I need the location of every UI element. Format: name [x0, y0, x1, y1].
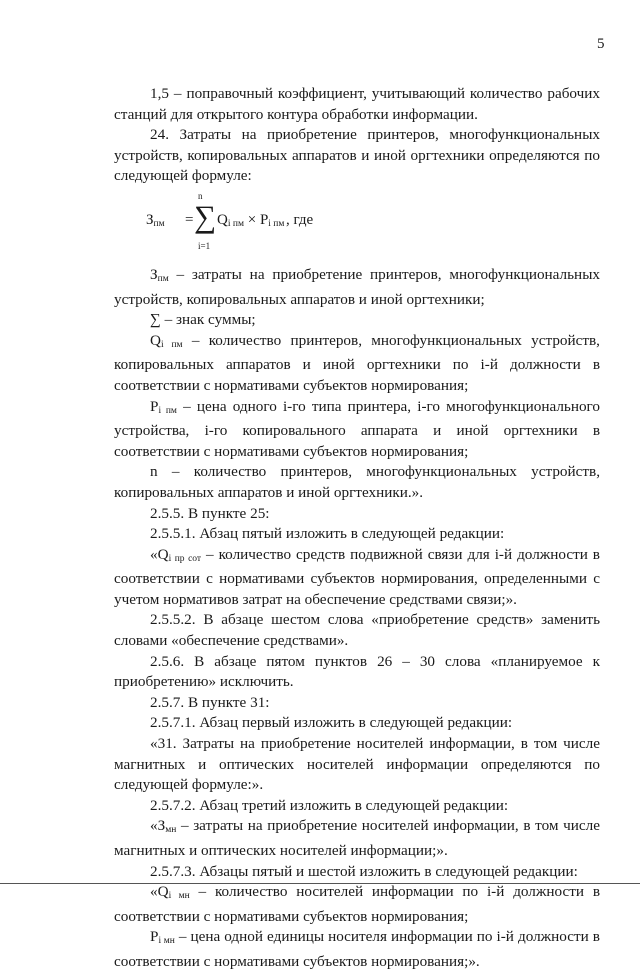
item-2-5-6: 2.5.6. В абзаце пятом пунктов 26 – 30 слова «планируемое к приобретению» исключить. — [114, 652, 600, 691]
quote-p-mn: $P_{i мн}$ – цена одной единицы носителя информации по i-й должности в соответствии с нормативами субъектов нормирования;». — [114, 928, 600, 970]
quote-item-31: «31. Затраты на приобретение носителей информации, в том числе магнитных и оптических носителей информации определяются по следующей формуле:». — [114, 735, 600, 794]
formula-equals: = — [185, 211, 194, 228]
item-2-5-5-2: 2.5.5.2. В абзаце шестом слова «приобретение средств» заменить словами «обеспечение средствами». — [114, 611, 600, 650]
item-2-5-7-3: 2.5.7.3. Абзацы пятый и шестой изложить в следующей редакции: — [150, 862, 578, 880]
document-body — [114, 84, 600, 973]
paragraph-item-24: 24. Затраты на приобретение принтеров, многофункциональных устройств, копировальных аппаратов и иной оргтехники определяются по следующей формуле: — [114, 126, 600, 185]
formula-rhs: $Q_{i пм} \times P_{i пм}$ — [217, 211, 285, 229]
footer-divider — [0, 883, 640, 884]
definition-p-pm: $P_{i пм}$ – цена одного i-го типа принтера, i-го многофункционального устройства, i-го копировального аппарата и иной оргтехники в соответствии с нормативами субъектов нормирования; — [114, 397, 600, 460]
quote-q-mn: «$Q_{i мн}$ – количество носителей информации по i-й должности в соответствии с нормативами субъектов нормирования; — [114, 883, 600, 925]
definition-n: n – количество принтеров, многофункциональных устройств, копировальных аппаратов и иной оргтехники.». — [114, 463, 600, 501]
definition-sum-sign: ∑ – знак суммы; — [150, 311, 256, 329]
sum-lower-limit: i=1 — [198, 240, 211, 251]
item-2-5-7: 2.5.7. В пункте 31: — [150, 693, 270, 711]
paragraph-coefficient-1-5: 1,5 – поправочный коэффициент, учитывающий количество рабочих станций для открытого контура обработки информации. — [114, 85, 600, 123]
definition-q-pm: $Q_{i пм}$ – количество принтеров, многофункциональных устройств, копировальных аппаратов и иной оргтехники по i-й должности в соответствии с нормативами субъектов нормирования; — [114, 331, 600, 394]
item-2-5-5-1: 2.5.5.1. Абзац пятый изложить в следующей редакции: — [150, 525, 505, 543]
formula-where: , где — [286, 211, 314, 228]
item-2-5-7-2: 2.5.7.2. Абзац третий изложить в следующей редакции: — [150, 796, 509, 814]
formula-z-pm — [114, 191, 600, 257]
item-2-5-5: 2.5.5. В пункте 25: — [150, 504, 270, 522]
page-number: 5 — [597, 36, 605, 52]
item-2-5-7-1: 2.5.7.1. Абзац первый изложить в следующей редакции: — [150, 714, 513, 732]
sum-upper-limit: n — [198, 190, 203, 201]
sum-sign: ∑ — [194, 198, 217, 234]
formula-lhs: $З_{пм}$ — [146, 211, 165, 229]
definition-z-pm: $З_{пм}$ – затраты на приобретение принтеров, многофункциональных устройств, копировальных аппаратов и иной оргтехники; — [114, 265, 600, 308]
quote-z-mn: «$З_{мн}$ – затраты на приобретение носителей информации, в том числе магнитных и оптических носителей информации;». — [114, 817, 600, 859]
quote-q-pr-sot: «$Q_{i пр сот}$ – количество средств подвижной связи для i-й должности в соответствии с нормативами субъектов нормирования, определенными с учетом нормативов затрат на обеспечение средствами связи;». — [114, 545, 600, 608]
